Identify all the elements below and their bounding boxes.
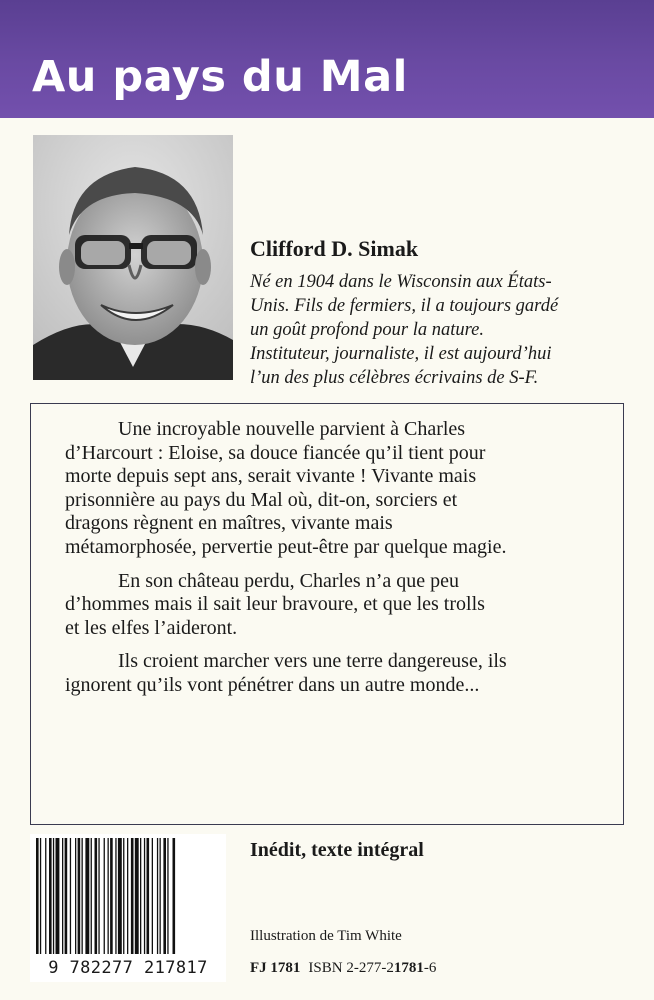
blurb-line: d’hommes mais il sait leur bravoure, et que les trolls [65,593,485,616]
blurb-paragraph [65,650,605,697]
blurb-line: métamorphosée, pervertie peut-être par quelque magie. [65,535,507,558]
collection-code: FJ 1781 [250,960,301,976]
bio-line: Né en 1904 dans le Wisconsin aux États- [250,272,552,292]
bio-line: Instituteur, journaliste, il est aujourd’hui [250,344,552,364]
bio-line: l’un des plus célèbres écrivains de S-F. [250,368,539,388]
book-title: Au pays du Mal [32,52,408,102]
blurb-line: prisonnière au pays du Mal où, dit-on, sorciers et [65,488,458,511]
blurb-paragraph [65,418,605,560]
author-name: Clifford D. Simak [250,236,419,261]
barcode-digits: 9 782277 217817 [48,958,208,978]
blurb-box [30,403,624,825]
blurb-line: ignorent qu’ils vont pénétrer dans un autre monde... [65,673,480,696]
isbn-line [250,960,436,977]
bio-line: un goût profond pour la nature. [250,320,484,340]
blurb-line: Une incroyable nouvelle parvient à Charles [118,418,466,440]
isbn-bold: 1781 [393,960,424,976]
blurb-paragraph [65,570,605,641]
illustration-credit: Illustration de Tim White [250,928,402,944]
blurb-line: d’Harcourt : Eloise, sa douce fiancée qu’il tient pour [65,441,486,464]
blurb-line: dragons règnent en maîtres, vivante mais [65,512,393,535]
bio-line: Unis. Fils de fermiers, il a toujours gardé [250,296,559,316]
author-bio [250,270,622,390]
blurb-line: Ils croient marcher vers une terre dangereuse, ils [118,650,507,673]
edition-label: Inédit, texte intégral [250,839,424,861]
blurb-line: En son château perdu, Charles n’a que peu [118,569,459,592]
isbn-suffix: -6 [423,960,437,976]
barcode-bars-icon [30,834,226,956]
isbn-prefix: ISBN 2-277-2 [308,960,394,976]
title-banner [0,0,654,118]
blurb-line: morte depuis sept ans, serait vivante ! Vivante mais [65,465,477,488]
blurb-line: et les elfes l’aideront. [65,616,238,639]
author-photo [33,135,233,380]
barcode [30,834,226,982]
